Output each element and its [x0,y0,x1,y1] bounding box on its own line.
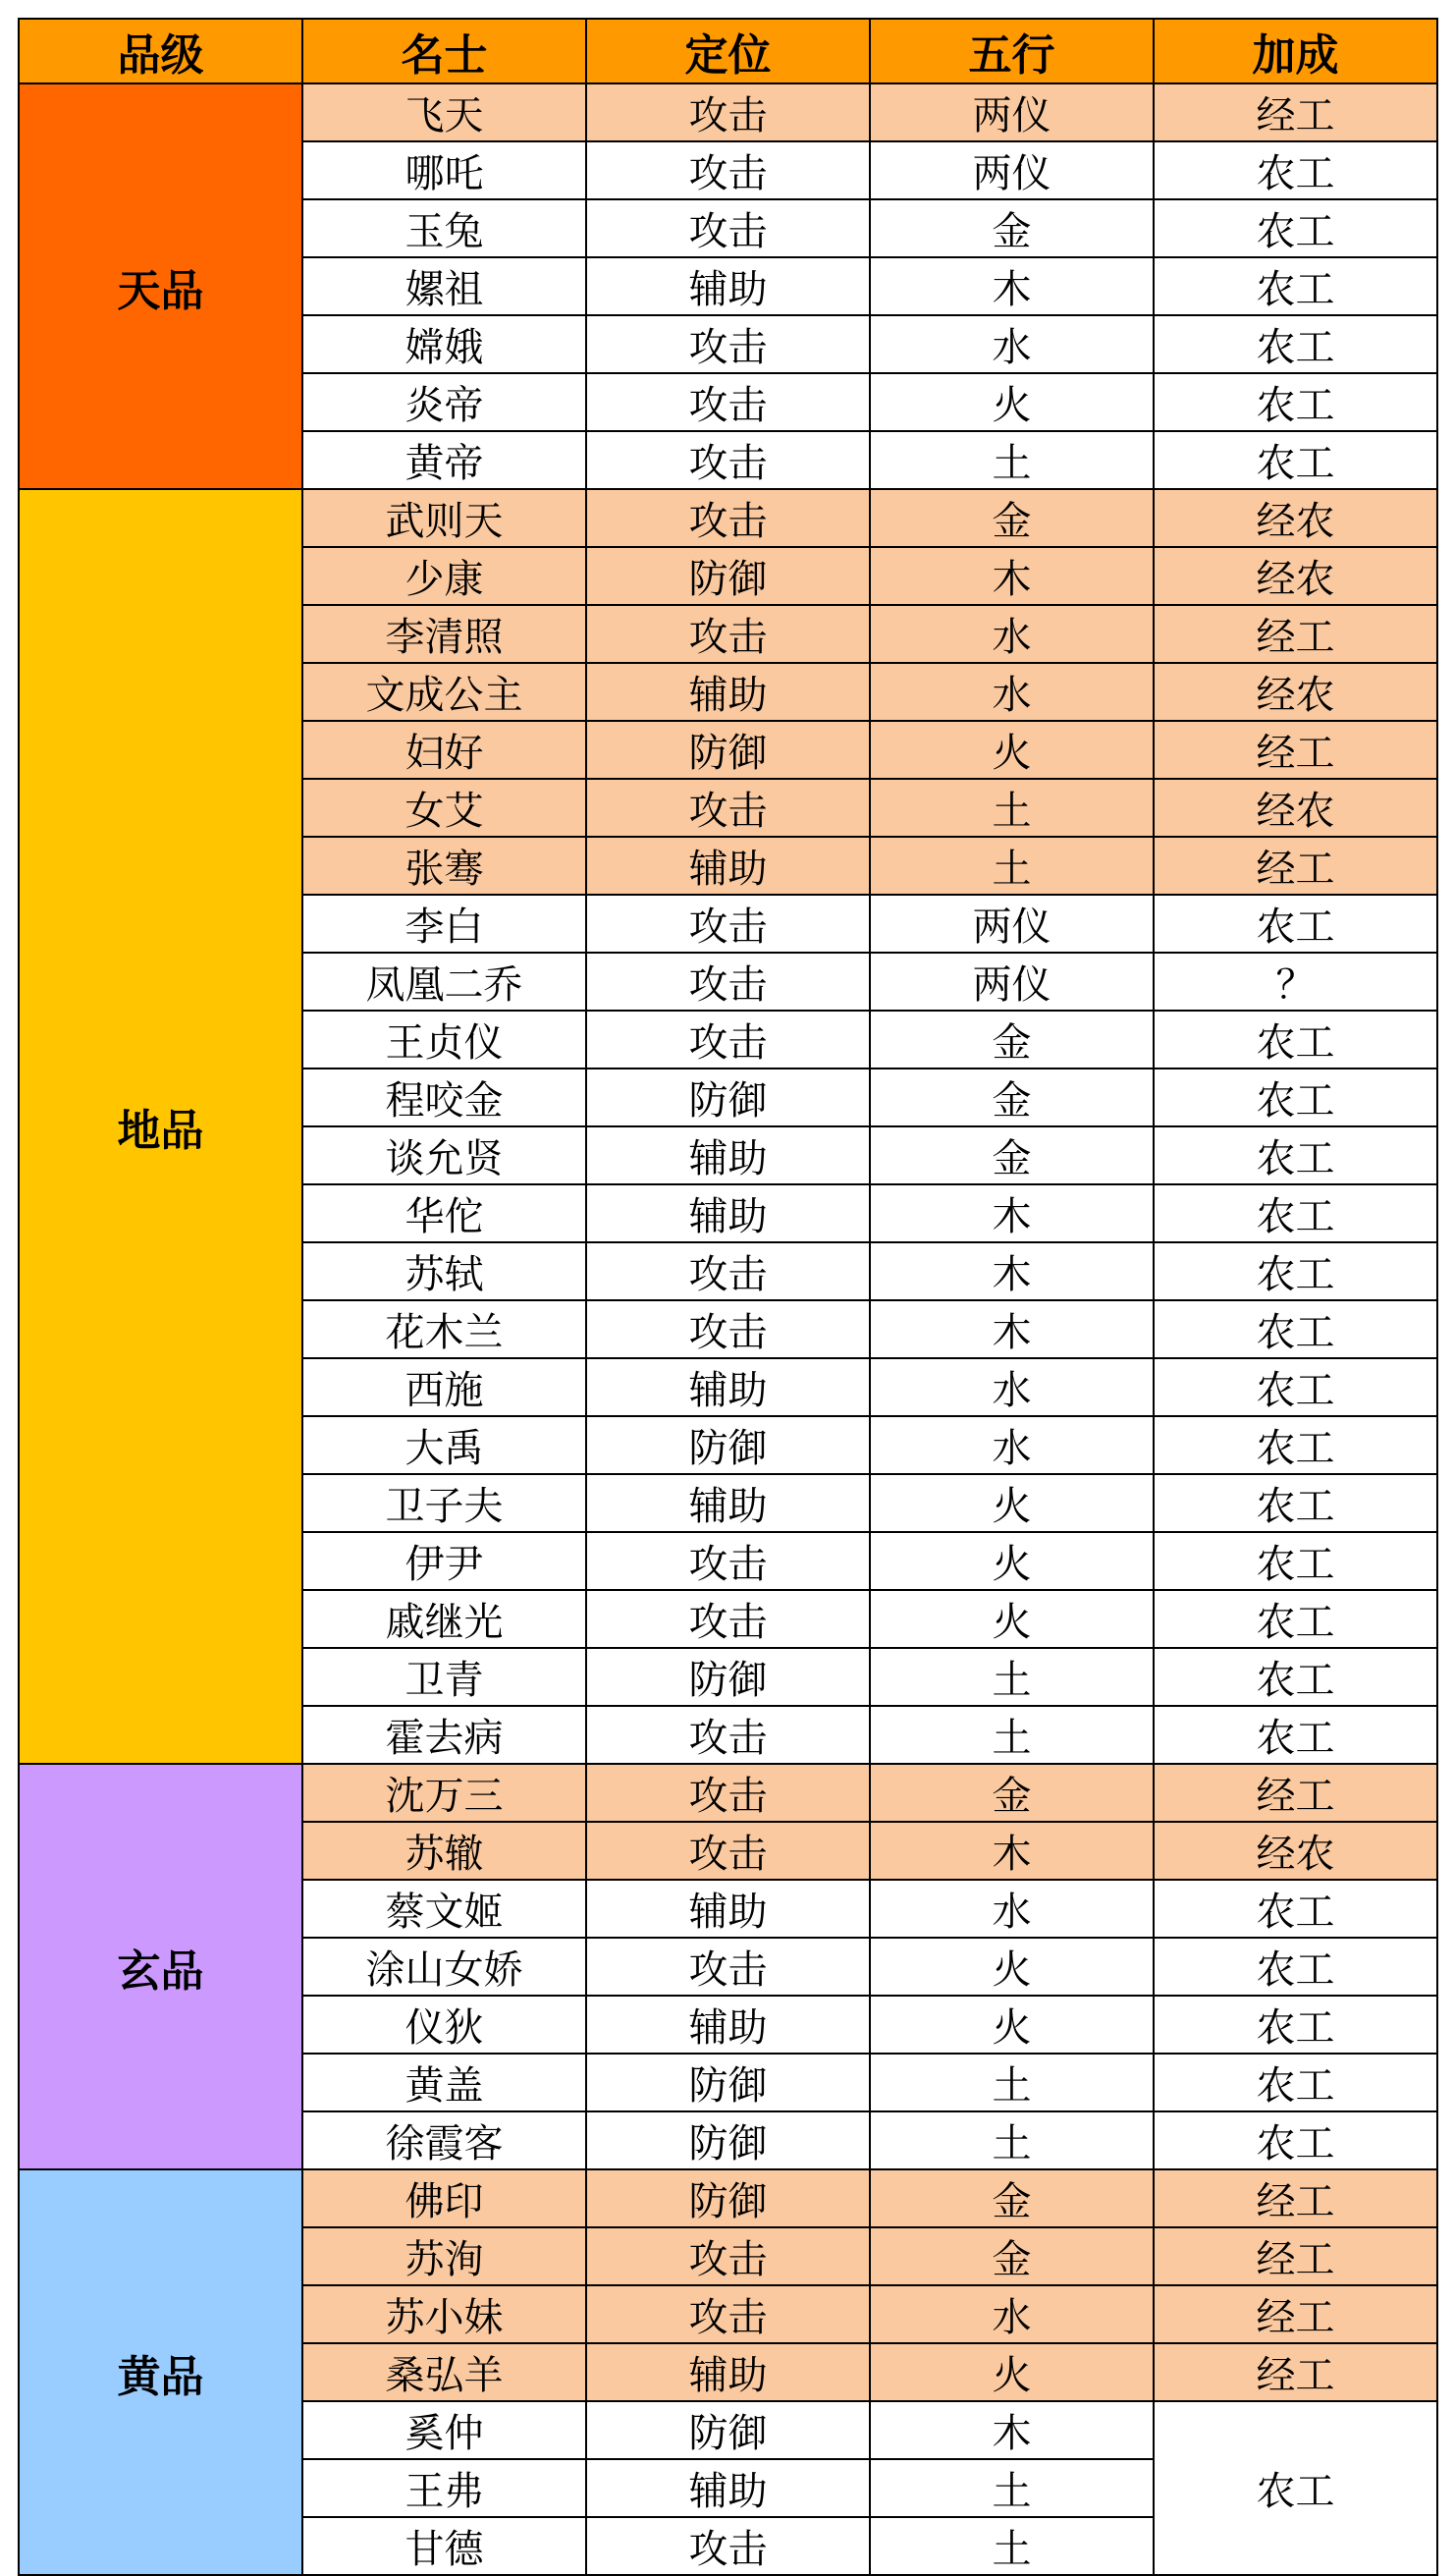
role-cell: 防御 [586,547,870,605]
role-cell: 攻击 [586,1822,870,1880]
role-cell: 攻击 [586,1242,870,1300]
role-cell: 攻击 [586,1532,870,1590]
bonus-cell: 经农 [1154,489,1437,547]
bonus-cell: 经工 [1154,1764,1437,1822]
element-cell: 木 [870,2401,1154,2459]
hero-name-cell: 文成公主 [302,663,586,721]
bonus-cell: 农工 [1154,1590,1437,1648]
element-cell: 木 [870,257,1154,315]
bonus-cell: 农工 [1154,1242,1437,1300]
bonus-cell: 农工 [1154,1069,1437,1126]
role-cell: 攻击 [586,1938,870,1996]
hero-name-cell: 王贞仪 [302,1011,586,1069]
element-cell: 火 [870,1590,1154,1648]
hero-name-cell: 黄盖 [302,2054,586,2111]
element-cell: 土 [870,1648,1154,1706]
hero-name-cell: 西施 [302,1358,586,1416]
element-cell: 木 [870,1300,1154,1358]
hero-name-cell: 飞天 [302,83,586,141]
role-cell: 防御 [586,721,870,779]
header-role: 定位 [586,19,870,83]
bonus-cell: 农工 [1154,1938,1437,1996]
role-cell: 攻击 [586,489,870,547]
bonus-cell: 农工 [1154,141,1437,199]
hero-name-cell: 苏小妹 [302,2285,586,2343]
bonus-cell: 农工 [1154,2111,1437,2169]
bonus-cell: 农工 [1154,1416,1437,1474]
bonus-cell: 农工 [1154,1706,1437,1764]
element-cell: 金 [870,2169,1154,2227]
bonus-cell: 经工 [1154,83,1437,141]
bonus-cell: 农工 [1154,431,1437,489]
role-cell: 防御 [586,2111,870,2169]
bonus-cell: 农工 [1154,1184,1437,1242]
role-cell: 攻击 [586,1590,870,1648]
role-cell: 防御 [586,2401,870,2459]
element-cell: 火 [870,1474,1154,1532]
hero-name-cell: 谈允贤 [302,1126,586,1184]
hero-name-cell: 苏轼 [302,1242,586,1300]
bonus-cell: 经工 [1154,2227,1437,2285]
header-tier: 品级 [19,19,302,83]
role-cell: 攻击 [586,83,870,141]
hero-name-cell: 武则天 [302,489,586,547]
role-cell: 防御 [586,1069,870,1126]
hero-name-cell: 苏辙 [302,1822,586,1880]
hero-name-cell: 奚仲 [302,2401,586,2459]
role-cell: 攻击 [586,373,870,431]
role-cell: 辅助 [586,1474,870,1532]
role-cell: 辅助 [586,1184,870,1242]
role-cell: 辅助 [586,1126,870,1184]
role-cell: 攻击 [586,1706,870,1764]
role-cell: 攻击 [586,1300,870,1358]
hero-name-cell: 哪吒 [302,141,586,199]
role-cell: 辅助 [586,2459,870,2517]
bonus-cell: 经工 [1154,2285,1437,2343]
role-cell: 辅助 [586,257,870,315]
bonus-cell: 农工 [1154,1996,1437,2054]
hero-name-cell: 李清照 [302,605,586,663]
bonus-cell: 经工 [1154,605,1437,663]
hero-name-cell: 妇好 [302,721,586,779]
table-row [19,83,1437,141]
element-cell: 水 [870,1358,1154,1416]
element-cell: 土 [870,2111,1154,2169]
element-cell: 两仪 [870,953,1154,1011]
element-cell: 火 [870,1996,1154,2054]
bonus-cell: 农工 [1154,2401,1437,2575]
bonus-cell: 经工 [1154,721,1437,779]
bonus-cell: 农工 [1154,2054,1437,2111]
element-cell: 土 [870,779,1154,837]
element-cell: 两仪 [870,141,1154,199]
hero-name-cell: 苏洵 [302,2227,586,2285]
table-row [19,1764,1437,1822]
hero-name-cell: 嫘祖 [302,257,586,315]
hero-name-cell: 徐霞客 [302,2111,586,2169]
bonus-cell: 农工 [1154,1880,1437,1938]
role-cell: 攻击 [586,199,870,257]
element-cell: 水 [870,315,1154,373]
hero-name-cell: 戚继光 [302,1590,586,1648]
hero-name-cell: 卫青 [302,1648,586,1706]
element-cell: 水 [870,1416,1154,1474]
bonus-cell: 农工 [1154,1474,1437,1532]
hero-name-cell: 仪狄 [302,1996,586,2054]
hero-name-cell: 蔡文姬 [302,1880,586,1938]
bonus-cell: 经工 [1154,2343,1437,2401]
role-cell: 防御 [586,2054,870,2111]
element-cell: 金 [870,1764,1154,1822]
role-cell: 攻击 [586,2285,870,2343]
element-cell: 金 [870,1069,1154,1126]
bonus-cell: 经工 [1154,2169,1437,2227]
role-cell: 防御 [586,1416,870,1474]
element-cell: 火 [870,373,1154,431]
hero-name-cell: 沈万三 [302,1764,586,1822]
role-cell: 辅助 [586,663,870,721]
role-cell: 辅助 [586,2343,870,2401]
hero-name-cell: 霍去病 [302,1706,586,1764]
bonus-cell: 农工 [1154,1358,1437,1416]
element-cell: 火 [870,1938,1154,1996]
tier-label: 天品 [19,83,302,489]
hero-name-cell: 华佗 [302,1184,586,1242]
hero-name-cell: 伊尹 [302,1532,586,1590]
header-bonus: 加成 [1154,19,1437,83]
element-cell: 水 [870,663,1154,721]
role-cell: 防御 [586,1648,870,1706]
element-cell: 木 [870,1822,1154,1880]
element-cell: 金 [870,1126,1154,1184]
element-cell: 木 [870,1184,1154,1242]
hero-name-cell: 少康 [302,547,586,605]
role-cell: 辅助 [586,1880,870,1938]
tier-label: 地品 [19,489,302,1764]
hero-name-cell: 玉兔 [302,199,586,257]
role-cell: 攻击 [586,895,870,953]
element-cell: 金 [870,2227,1154,2285]
hero-name-cell: 张骞 [302,837,586,895]
element-cell: 土 [870,2054,1154,2111]
element-cell: 火 [870,721,1154,779]
bonus-cell: 农工 [1154,315,1437,373]
bonus-cell: 农工 [1154,1648,1437,1706]
header-row [19,19,1437,83]
tier-label: 玄品 [19,1764,302,2169]
role-cell: 攻击 [586,141,870,199]
element-cell: 木 [870,547,1154,605]
bonus-cell: 农工 [1154,257,1437,315]
role-cell: 攻击 [586,1764,870,1822]
hero-name-cell: 程咬金 [302,1069,586,1126]
bonus-cell: 经农 [1154,663,1437,721]
hero-name-cell: 黄帝 [302,431,586,489]
hero-name-cell: 王弗 [302,2459,586,2517]
element-cell: 两仪 [870,83,1154,141]
hero-name-cell: 大禹 [302,1416,586,1474]
bonus-cell: 农工 [1154,895,1437,953]
element-cell: 土 [870,1706,1154,1764]
hero-name-cell: 花木兰 [302,1300,586,1358]
role-cell: 防御 [586,2169,870,2227]
hero-table-container [18,18,1438,2576]
bonus-cell: ？ [1154,953,1437,1011]
role-cell: 攻击 [586,2227,870,2285]
hero-tier-table [18,18,1438,2576]
element-cell: 金 [870,199,1154,257]
table-row [19,489,1437,547]
role-cell: 攻击 [586,431,870,489]
hero-name-cell: 桑弘羊 [302,2343,586,2401]
element-cell: 水 [870,1880,1154,1938]
role-cell: 攻击 [586,953,870,1011]
hero-name-cell: 凤凰二乔 [302,953,586,1011]
role-cell: 攻击 [586,315,870,373]
bonus-cell: 经农 [1154,1822,1437,1880]
hero-name-cell: 涂山女娇 [302,1938,586,1996]
header-element: 五行 [870,19,1154,83]
header-name: 名士 [302,19,586,83]
element-cell: 两仪 [870,895,1154,953]
role-cell: 攻击 [586,2517,870,2575]
element-cell: 水 [870,2285,1154,2343]
element-cell: 土 [870,2517,1154,2575]
role-cell: 攻击 [586,1011,870,1069]
role-cell: 辅助 [586,1996,870,2054]
bonus-cell: 农工 [1154,199,1437,257]
bonus-cell: 经工 [1154,837,1437,895]
bonus-cell: 农工 [1154,1300,1437,1358]
hero-name-cell: 甘德 [302,2517,586,2575]
element-cell: 金 [870,1011,1154,1069]
bonus-cell: 农工 [1154,373,1437,431]
role-cell: 攻击 [586,605,870,663]
element-cell: 金 [870,489,1154,547]
hero-name-cell: 女艾 [302,779,586,837]
element-cell: 火 [870,2343,1154,2401]
element-cell: 土 [870,2459,1154,2517]
bonus-cell: 经农 [1154,547,1437,605]
element-cell: 土 [870,837,1154,895]
table-body [19,83,1437,2575]
bonus-cell: 农工 [1154,1126,1437,1184]
role-cell: 辅助 [586,837,870,895]
hero-name-cell: 嫦娥 [302,315,586,373]
hero-name-cell: 卫子夫 [302,1474,586,1532]
role-cell: 辅助 [586,1358,870,1416]
hero-name-cell: 炎帝 [302,373,586,431]
element-cell: 水 [870,605,1154,663]
element-cell: 火 [870,1532,1154,1590]
hero-name-cell: 佛印 [302,2169,586,2227]
table-row [19,2169,1437,2227]
tier-label: 黄品 [19,2169,302,2575]
element-cell: 土 [870,431,1154,489]
element-cell: 木 [870,1242,1154,1300]
bonus-cell: 农工 [1154,1532,1437,1590]
hero-name-cell: 李白 [302,895,586,953]
bonus-cell: 农工 [1154,1011,1437,1069]
role-cell: 攻击 [586,779,870,837]
bonus-cell: 经农 [1154,779,1437,837]
